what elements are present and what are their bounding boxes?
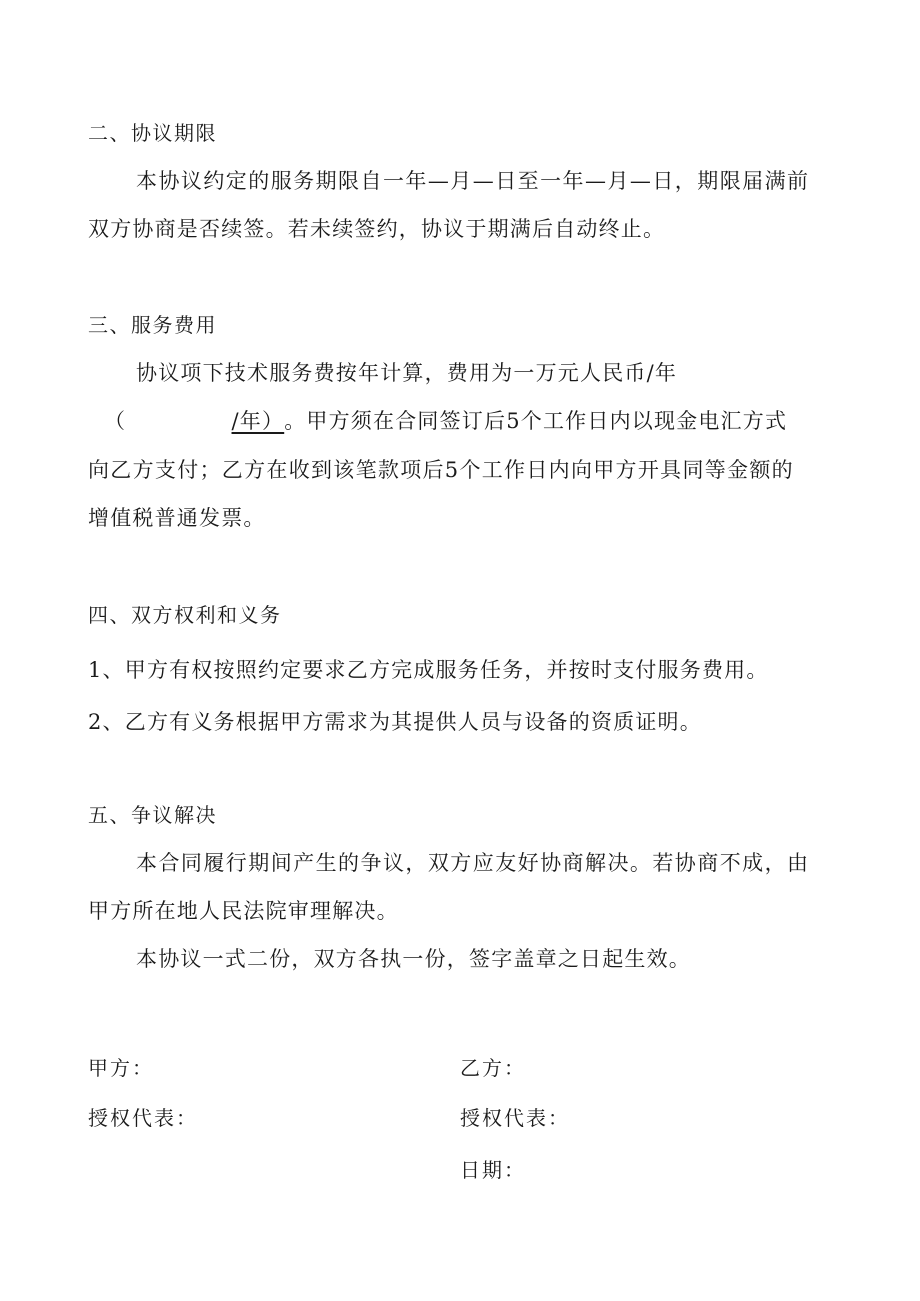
party-a-label: 甲方：	[88, 1056, 154, 1080]
party-b-label: 乙方：	[460, 1056, 526, 1080]
section4-item2: 2、乙方有义务根据甲方需求为其提供人员与设备的资质证明。	[88, 710, 702, 734]
section5-paragraph-line1: 本合同履行期间产生的争议，双方应友好协商解决。若协商不成，由	[136, 851, 810, 875]
section3-line2-rest: 。甲方须在合同签订后5个工作日内以现金电汇方式	[284, 409, 788, 433]
party-a-rep-label: 授权代表：	[88, 1106, 198, 1130]
party-b-rep-label: 授权代表：	[460, 1106, 570, 1130]
section5-paragraph2: 本协议一式二份，双方各执一份，签字盖章之日起生效。	[136, 947, 691, 971]
section3-line1: 协议项下技术服务费按年计算，费用为一万元人民币/年	[136, 361, 678, 385]
section4-item1: 1、甲方有权按照约定要求乙方完成服务任务，并按时支付服务费用。	[88, 658, 769, 682]
section5-paragraph-line2: 甲方所在地人民法院审理解决。	[88, 899, 399, 923]
section2-paragraph-line1-text: 本协议约定的服务期限自一年—月—日至一年—月—日，期限届满前	[136, 169, 810, 193]
section3-line4: 增值税普通发票。	[88, 506, 266, 530]
section3-heading: 三、服务费用	[88, 313, 217, 337]
fee-blank-underlined: /年）	[231, 409, 285, 433]
section4-heading: 四、双方权利和义务	[88, 603, 282, 627]
section3-line2	[104, 406, 787, 436]
section2-paragraph-line1	[136, 166, 830, 196]
section5-heading: 五、争议解决	[88, 803, 217, 827]
section2-paragraph-line2: 双方协商是否续签。若未续签约，协议于期满后自动终止。	[88, 217, 666, 241]
section3-line3: 向乙方支付；乙方在收到该笔款项后5个工作日内向甲方开具同等金额的	[88, 458, 794, 482]
date-label: 日期：	[460, 1158, 526, 1182]
section2-heading: 二、协议期限	[88, 121, 217, 145]
fee-open-paren: （	[104, 409, 127, 433]
